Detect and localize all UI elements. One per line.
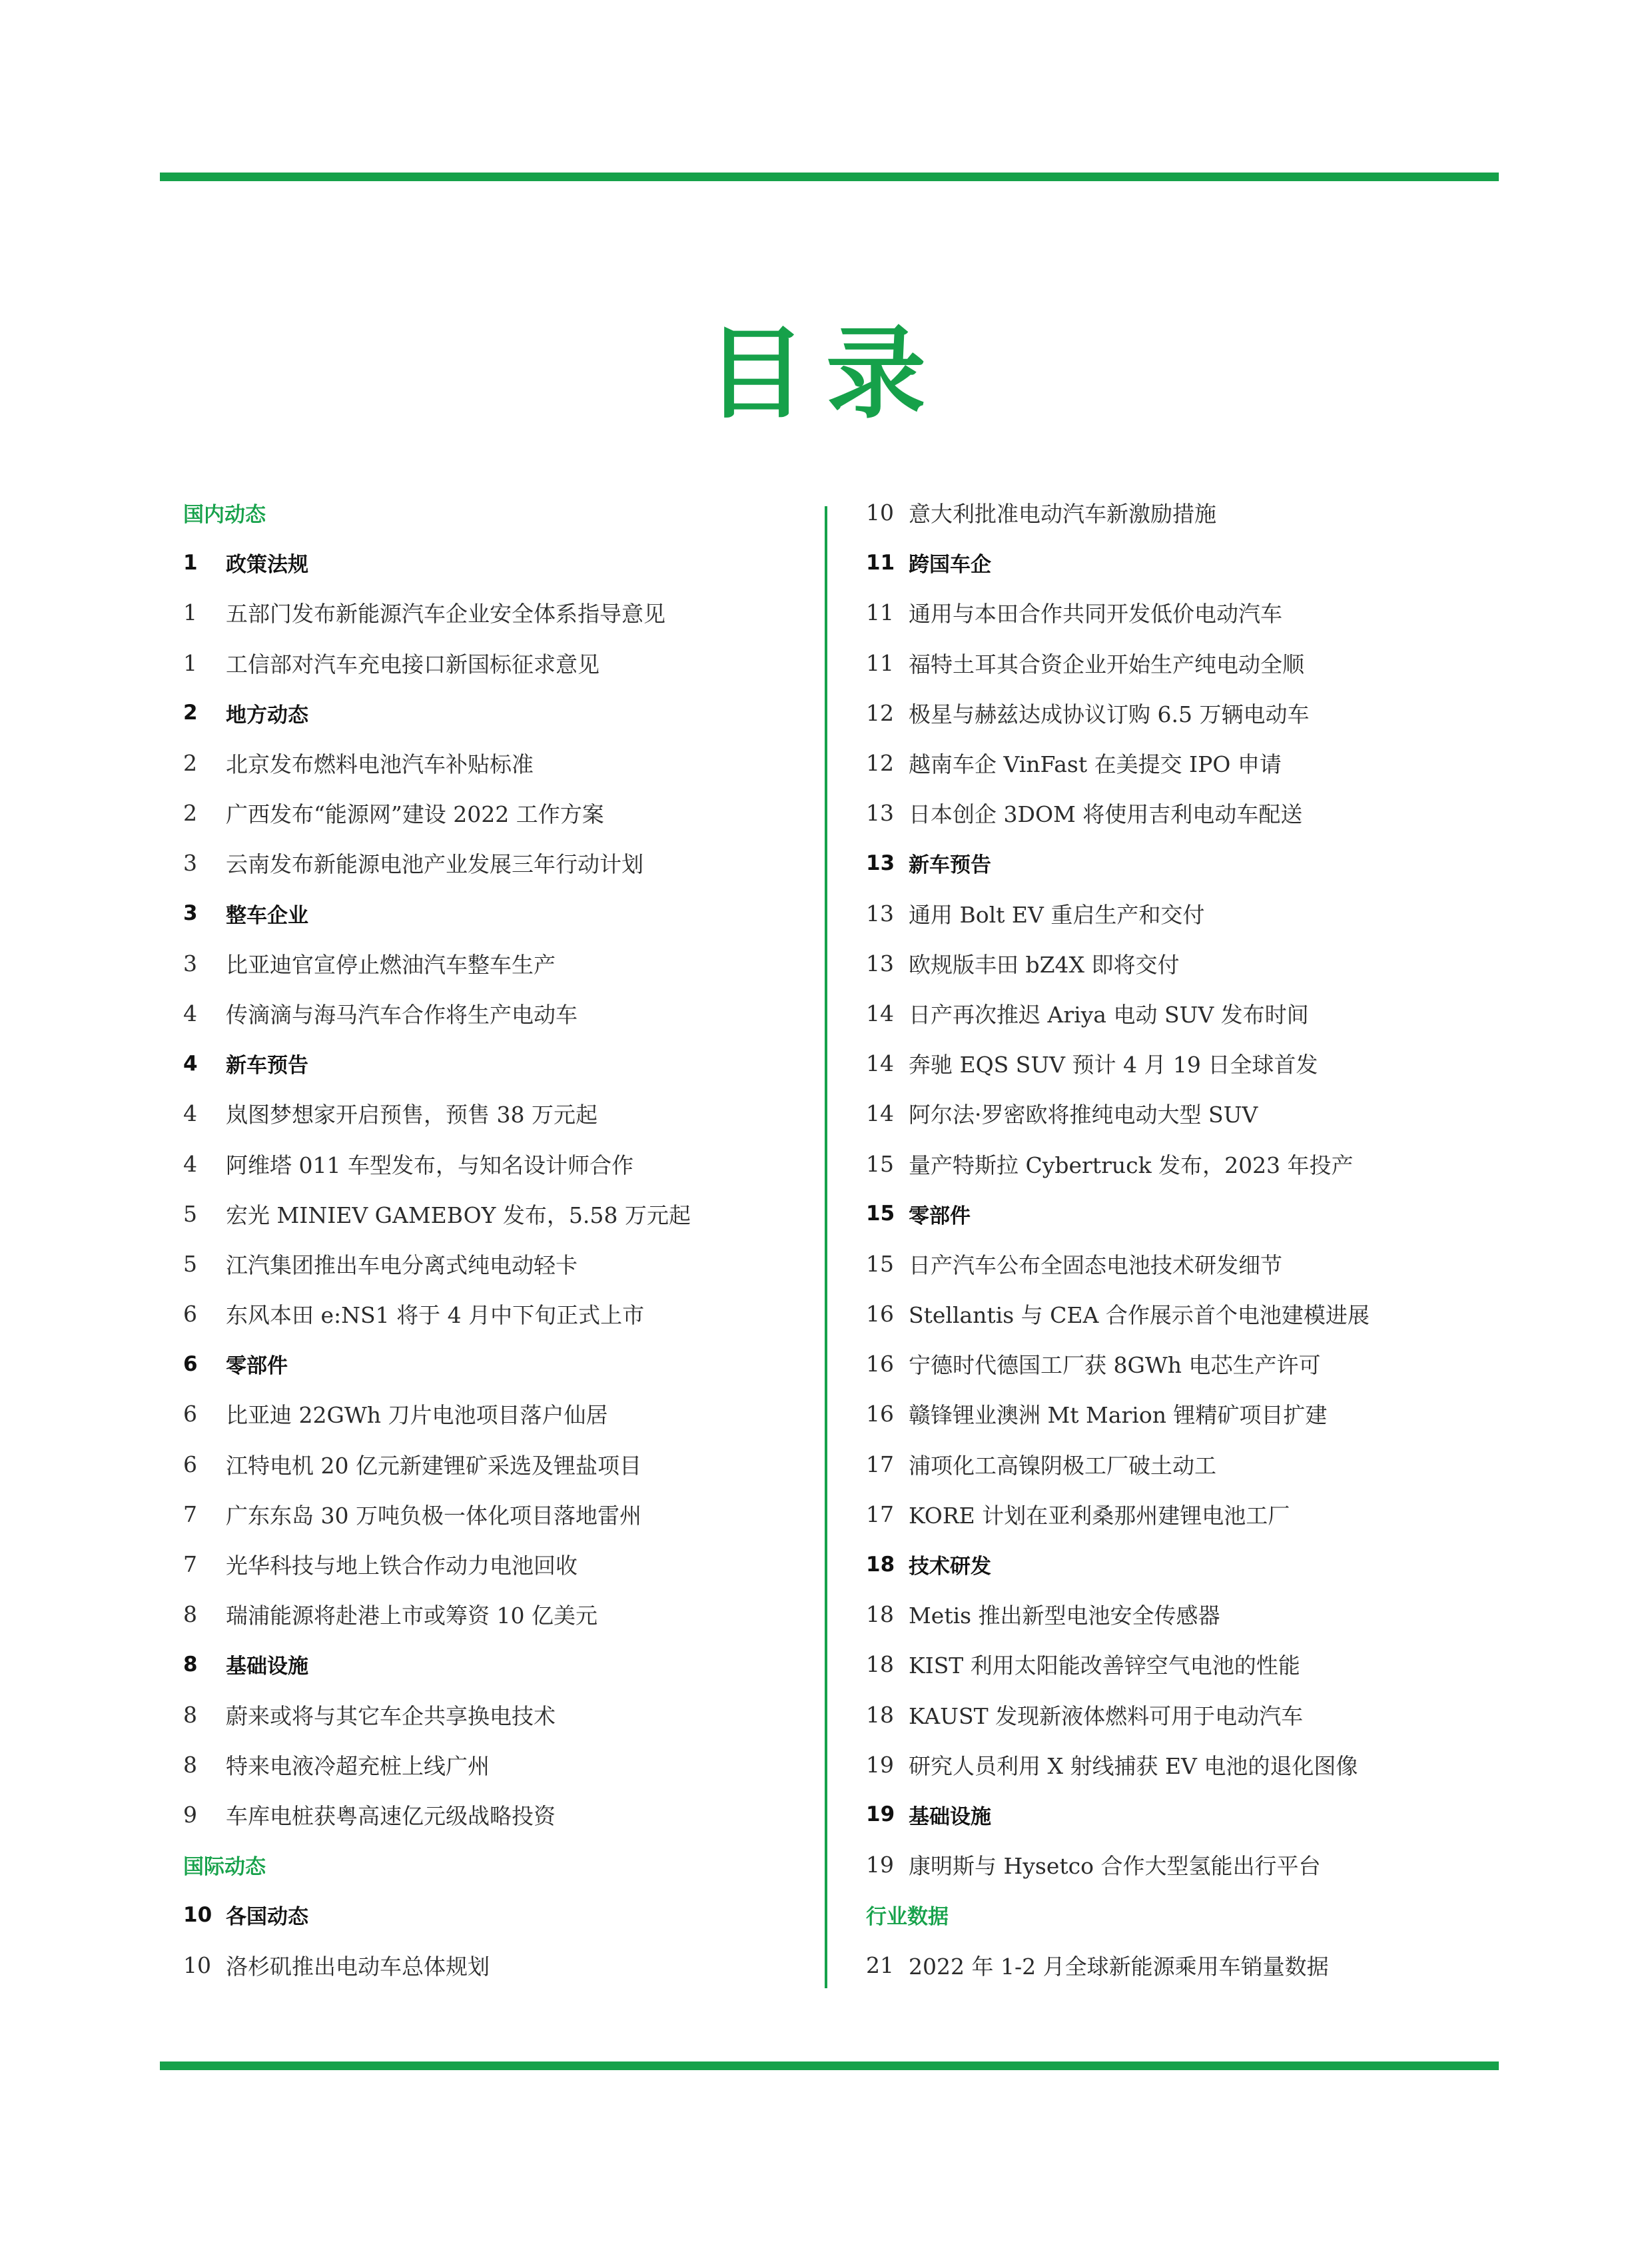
toc-entry-text: 瑞浦能源将赴港上市或筹资 10 亿美元 xyxy=(226,1603,598,1629)
toc-page-number: 10 xyxy=(183,1952,211,1978)
toc-page-number: 13 xyxy=(866,900,894,927)
toc-entry[interactable] xyxy=(183,1690,823,1740)
toc-entry-text: 2022 年 1-2 月全球新能源乘用车销量数据 xyxy=(909,1953,1329,1980)
toc-heading[interactable] xyxy=(183,688,823,738)
toc-entry-text: 整车企业 xyxy=(226,903,308,928)
toc-entry[interactable] xyxy=(866,1239,1499,1289)
toc-entry-text: 岚图梦想家开启预售，预售 38 万元起 xyxy=(226,1102,598,1128)
toc-heading[interactable] xyxy=(183,1339,823,1389)
toc-entry-text: 比亚迪 22GWh 刀片电池项目落户仙居 xyxy=(226,1402,608,1429)
toc-entry[interactable] xyxy=(866,1940,1499,1990)
toc-entry[interactable] xyxy=(866,688,1499,738)
toc-page-number: 4 xyxy=(183,1051,198,1076)
toc-entry[interactable] xyxy=(183,1539,823,1589)
toc-section[interactable] xyxy=(866,1890,1499,1940)
toc-entry-text: 新车预告 xyxy=(909,853,991,878)
toc-entry[interactable] xyxy=(183,1138,823,1188)
toc-entry-text: 洛杉矶推出电动车总体规划 xyxy=(226,1953,490,1980)
toc-heading[interactable] xyxy=(183,889,823,938)
toc-entry[interactable] xyxy=(866,1038,1499,1088)
toc-page-number: 15 xyxy=(866,1150,894,1177)
toc-page-number: 8 xyxy=(183,1652,198,1677)
toc-entry-text: 零部件 xyxy=(226,1354,288,1379)
toc-page-number: 14 xyxy=(866,1100,894,1127)
toc-heading[interactable] xyxy=(183,1890,823,1940)
toc-heading[interactable] xyxy=(183,1639,823,1689)
toc-entry-text: 通用与本田合作共同开发低价电动汽车 xyxy=(909,601,1282,627)
toc-entry-text: 传滴滴与海马汽车合作将生产电动车 xyxy=(226,1001,578,1028)
toc-entry[interactable] xyxy=(183,1088,823,1138)
toc-entry-text: 地方动态 xyxy=(226,703,308,727)
toc-page-number: 5 xyxy=(183,1250,197,1277)
toc-page-number: 8 xyxy=(183,1751,197,1778)
toc-entry-text: 日产汽车公布全固态电池技术研发细节 xyxy=(909,1252,1282,1278)
toc-entry-text: 欧规版丰田 bZ4X 即将交付 xyxy=(909,951,1180,978)
toc-entry[interactable] xyxy=(866,938,1499,988)
toc-entry-text: 量产特斯拉 Cybertruck 发布，2023 年投产 xyxy=(909,1152,1354,1178)
toc-entry-text: 宁德时代德国工厂获 8GWh 电芯生产许可 xyxy=(909,1352,1321,1379)
toc-entry-text: 赣锋锂业澳洲 Mt Marion 锂精矿项目扩建 xyxy=(909,1402,1328,1429)
toc-page-number: 2 xyxy=(183,750,197,777)
toc-entry[interactable] xyxy=(183,1740,823,1790)
toc-entry[interactable] xyxy=(183,1489,823,1539)
toc-entry-text: 日产再次推迟 Ariya 电动 SUV 发布时间 xyxy=(909,1001,1309,1028)
toc-entry[interactable] xyxy=(866,1389,1499,1439)
toc-entry[interactable] xyxy=(866,1740,1499,1790)
toc-page-number: 10 xyxy=(866,500,894,526)
toc-heading[interactable] xyxy=(866,838,1499,888)
toc-entry-text: 越南车企 VinFast 在美提交 IPO 申请 xyxy=(909,751,1282,778)
toc-entry-text: Stellantis 与 CEA 合作展示首个电池建模进展 xyxy=(909,1302,1370,1329)
toc-entry[interactable] xyxy=(183,1189,823,1239)
toc-entry-text: 通用 Bolt EV 重启生产和交付 xyxy=(909,901,1205,928)
toc-page-number: 4 xyxy=(183,1150,197,1177)
toc-page-number: 11 xyxy=(866,550,895,575)
toc-page-number: 19 xyxy=(866,1852,894,1878)
toc-entry-text: 工信部对汽车充电接口新国标征求意见 xyxy=(226,651,600,677)
toc-page-number: 1 xyxy=(183,599,197,626)
toc-heading[interactable] xyxy=(183,1038,823,1088)
toc-page-number: 10 xyxy=(183,1902,212,1927)
toc-page-number: 4 xyxy=(183,1100,197,1127)
toc-page-number: 1 xyxy=(183,550,198,575)
toc-entry[interactable] xyxy=(183,1289,823,1339)
toc-page-number: 2 xyxy=(183,800,197,827)
toc-entry-text: 浦项化工高镍阴极工厂破土动工 xyxy=(909,1452,1216,1479)
toc-page-number: 17 xyxy=(866,1501,894,1527)
toc-entry-text: 福特土耳其合资企业开始生产纯电动全顺 xyxy=(909,651,1304,677)
toc-entry[interactable] xyxy=(866,1289,1499,1339)
toc-page-number: 15 xyxy=(866,1202,895,1226)
toc-heading[interactable] xyxy=(183,538,823,587)
toc-page-number: 19 xyxy=(866,1751,894,1778)
toc-page-number: 18 xyxy=(866,1701,894,1728)
toc-heading[interactable] xyxy=(866,538,1499,587)
toc-page-number: 4 xyxy=(183,1000,197,1026)
toc-entry-text: 研究人员利用 X 射线捕获 EV 电池的退化图像 xyxy=(909,1752,1358,1779)
toc-entry-text: Metis 推出新型电池安全传感器 xyxy=(909,1603,1220,1629)
toc-page-number: 3 xyxy=(183,901,198,926)
toc-entry-text: 特来电液冷超充桩上线广州 xyxy=(226,1752,490,1779)
page-title: 目录 xyxy=(705,315,946,432)
toc-heading[interactable] xyxy=(866,1790,1499,1840)
toc-entry-text: 技术研发 xyxy=(909,1555,991,1579)
toc-heading[interactable] xyxy=(866,1539,1499,1589)
toc-entry[interactable] xyxy=(866,1138,1499,1188)
toc-page-number: 14 xyxy=(866,1000,894,1026)
toc-page-number: 12 xyxy=(866,750,894,777)
toc-entry-text: 广西发布“能源网”建设 2022 工作方案 xyxy=(226,801,604,828)
toc-page-number: 6 xyxy=(183,1451,197,1477)
toc-entry-text: 康明斯与 Hysetco 合作大型氢能出行平台 xyxy=(909,1853,1321,1880)
column-divider xyxy=(825,506,827,1988)
toc-entry[interactable] xyxy=(183,838,823,888)
toc-right-column xyxy=(866,488,1499,1990)
toc-entry[interactable] xyxy=(866,1088,1499,1138)
toc-entry-text: 零部件 xyxy=(909,1204,971,1228)
top-rule xyxy=(160,173,1499,181)
toc-page-number: 18 xyxy=(866,1552,895,1577)
toc-entry[interactable] xyxy=(866,1489,1499,1539)
toc-entry-text: 东风本田 e:NS1 将于 4 月中下旬正式上市 xyxy=(226,1302,645,1329)
toc-entry-text: 极星与赫兹达成协议订购 6.5 万辆电动车 xyxy=(909,701,1310,727)
toc-entry[interactable] xyxy=(183,788,823,838)
toc-entry-text: 江汽集团推出车电分离式纯电动轻卡 xyxy=(226,1252,578,1278)
toc-page-number: 12 xyxy=(866,699,894,726)
toc-entry[interactable] xyxy=(866,889,1499,938)
toc-page-number: 11 xyxy=(866,649,894,676)
toc-entry[interactable] xyxy=(183,1239,823,1289)
toc-entry[interactable] xyxy=(866,1690,1499,1740)
toc-page-number: 19 xyxy=(866,1802,895,1827)
toc-page-number: 17 xyxy=(866,1451,894,1477)
toc-entry-text: 云南发布新能源电池产业发展三年行动计划 xyxy=(226,851,643,878)
toc-entry-text: 政策法规 xyxy=(226,553,308,577)
toc-page-number: 16 xyxy=(866,1351,894,1377)
toc-entry-text: 基础设施 xyxy=(226,1655,308,1679)
toc-page-number: 2 xyxy=(183,701,198,725)
toc-page-number: 13 xyxy=(866,851,895,875)
toc-entry[interactable] xyxy=(183,1389,823,1439)
toc-entry-text: 五部门发布新能源汽车企业安全体系指导意见 xyxy=(226,601,665,627)
toc-heading[interactable] xyxy=(866,1189,1499,1239)
toc-entry[interactable] xyxy=(183,1589,823,1639)
bottom-rule xyxy=(160,2061,1499,2070)
toc-entry-text: KORE 计划在亚利桑那州建锂电池工厂 xyxy=(909,1502,1290,1529)
toc-page-number: 18 xyxy=(866,1651,894,1678)
toc-entry[interactable] xyxy=(183,738,823,788)
toc-entry-text: KAUST 发现新液体燃料可用于电动汽车 xyxy=(909,1702,1304,1729)
toc-section[interactable] xyxy=(183,488,823,538)
toc-entry-text: 北京发布燃料电池汽车补贴标准 xyxy=(226,751,534,778)
toc-left-column xyxy=(183,488,823,1990)
toc-entry[interactable] xyxy=(183,1940,823,1990)
toc-entry-text: 国际动态 xyxy=(183,1855,266,1880)
toc-entry-text: 国内动态 xyxy=(183,503,266,528)
toc-entry[interactable] xyxy=(866,1439,1499,1489)
toc-entry[interactable] xyxy=(183,1790,823,1840)
toc-page-number: 13 xyxy=(866,800,894,827)
toc-page-number: 16 xyxy=(866,1301,894,1327)
toc-entry[interactable] xyxy=(866,488,1499,538)
toc-page-number: 3 xyxy=(183,950,197,976)
toc-page-number: 6 xyxy=(183,1301,197,1327)
toc-entry-text: 新车预告 xyxy=(226,1054,308,1078)
toc-entry[interactable] xyxy=(183,587,823,637)
toc-entry-text: 行业数据 xyxy=(866,1905,949,1930)
toc-page-number: 9 xyxy=(183,1801,197,1828)
toc-entry-text: 江特电机 20 亿元新建锂矿采选及锂盐项目 xyxy=(226,1452,641,1479)
toc-page-number: 14 xyxy=(866,1050,894,1077)
toc-entry[interactable] xyxy=(866,1840,1499,1890)
toc-page-number: 18 xyxy=(866,1601,894,1628)
toc-entry[interactable] xyxy=(866,988,1499,1038)
toc-page-number: 5 xyxy=(183,1200,197,1227)
toc-page-number: 6 xyxy=(183,1401,197,1427)
toc-entry[interactable] xyxy=(866,1339,1499,1389)
toc-entry[interactable] xyxy=(866,738,1499,788)
toc-entry-text: 阿维塔 011 车型发布，与知名设计师合作 xyxy=(226,1152,633,1178)
toc-page-number: 8 xyxy=(183,1601,197,1628)
toc-page-number: 21 xyxy=(866,1952,894,1978)
toc-entry[interactable] xyxy=(866,638,1499,688)
toc-entry-text: 比亚迪官宣停止燃油汽车整车生产 xyxy=(226,951,556,978)
toc-entry[interactable] xyxy=(183,988,823,1038)
toc-entry-text: 光华科技与地上铁合作动力电池回收 xyxy=(226,1553,578,1579)
toc-entry-text: 车库电桩获粤高速亿元级战略投资 xyxy=(226,1802,556,1829)
toc-entry-text: 日本创企 3DOM 将使用吉利电动车配送 xyxy=(909,801,1303,828)
toc-entry[interactable] xyxy=(866,587,1499,637)
toc-page-number: 7 xyxy=(183,1501,197,1527)
toc-entry[interactable] xyxy=(183,638,823,688)
toc-entry[interactable] xyxy=(866,788,1499,838)
toc-entry[interactable] xyxy=(183,1439,823,1489)
toc-section[interactable] xyxy=(183,1840,823,1890)
toc-entry[interactable] xyxy=(183,938,823,988)
toc-entry-text: 意大利批准电动汽车新激励措施 xyxy=(909,501,1216,528)
toc-entry-text: 蔚来或将与其它车企共享换电技术 xyxy=(226,1702,556,1729)
toc-entry[interactable] xyxy=(866,1589,1499,1639)
toc-page-number: 1 xyxy=(183,649,197,676)
toc-page-number: 13 xyxy=(866,950,894,976)
toc-page-number: 7 xyxy=(183,1551,197,1578)
toc-entry-text: 基础设施 xyxy=(909,1804,991,1829)
toc-entry-text: KIST 利用太阳能改善锌空气电池的性能 xyxy=(909,1653,1300,1679)
toc-page-number: 16 xyxy=(866,1401,894,1427)
toc-page-number: 3 xyxy=(183,850,197,877)
toc-entry-text: 阿尔法·罗密欧将推纯电动大型 SUV xyxy=(909,1102,1258,1128)
toc-page-number: 11 xyxy=(866,599,894,626)
toc-entry-text: 广东东岛 30 万吨负极一体化项目落地雷州 xyxy=(226,1502,641,1529)
toc-page-number: 6 xyxy=(183,1351,198,1376)
toc-entry-text: 各国动态 xyxy=(226,1905,308,1930)
toc-page-number: 8 xyxy=(183,1701,197,1728)
toc-entry-text: 跨国车企 xyxy=(909,553,991,577)
toc-entry-text: 奔驰 EQS SUV 预计 4 月 19 日全球首发 xyxy=(909,1052,1318,1078)
toc-entry[interactable] xyxy=(866,1639,1499,1689)
toc-page-number: 15 xyxy=(866,1250,894,1277)
toc-entry-text: 宏光 MINIEV GAMEBOY 发布，5.58 万元起 xyxy=(226,1202,691,1228)
